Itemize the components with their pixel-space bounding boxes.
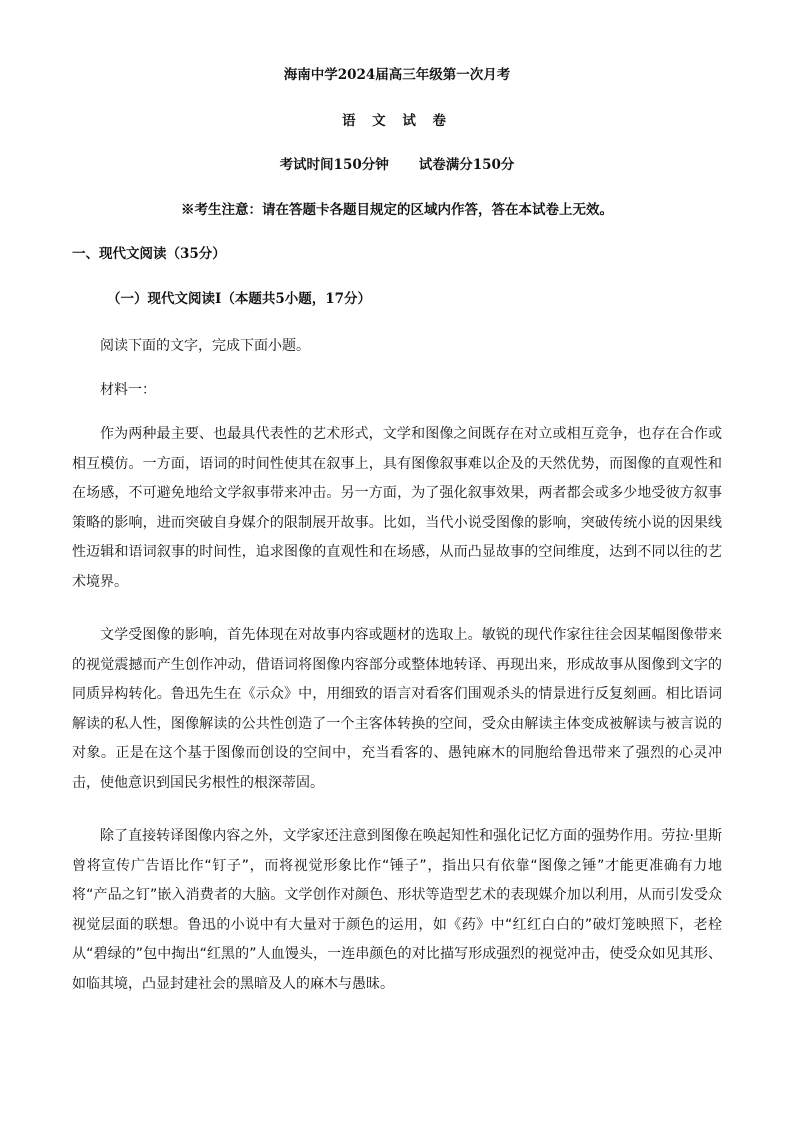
subject-title: 语 文 试 卷 [341,113,453,129]
exam-title: 海南中学2024届高三年级第一次月考 [283,67,511,83]
section-title: 一、现代文阅读（35分） [72,246,226,262]
full-score: 试卷满分150分 [418,157,515,173]
paragraph-1: 作为两种最主要、也最具代表性的艺术形式，文学和图像之间既存在对立或相互竞争，也存在合作或相互模仿。一方面，语词的时间性使其在叙事上，具有图像叙事难以企及的天然优势，而图像的直观性和在场感，不可避免地给文学叙事带来冲击。另一方面，为了强化叙事效果，两者都会或多少地受彼方叙事策略的影响，进而突破自身媒介的限制展开故事。比如，当代小说受图像的影响，突破传统小说的因果线性迈辑和语词叙事的时间性，追求图像的直观性和在场感，从而凸显故事的空间维度，达到不同以往的艺术境界。 [72,426,722,590]
subsection-title: （一）现代文阅读Ⅰ（本题共5小题，17分） [107,291,371,307]
material-label: 材料一： [100,382,156,398]
reading-instruction: 阅读下面的文字，完成下面小题。 [100,338,310,354]
time-limit: 考试时间150分钟 [279,157,389,173]
exam-info [0,156,794,174]
paragraph-2: 文学受图像的影响，首先体现在对故事内容或题材的选取上。敏锐的现代作家往往会因某幅图像带来的视觉震撼而产生创作冲动，借语词将图像内容部分或整体地转译、再现出来，形成故事从图像到文字的同质异构转化。鲁迅先生在《示众》中，用细致的语言对看客们围观杀头的情景进行反复刻画。相比语词解读的私人性，图像解读的公共性创造了一个主客体转换的空间，受众由解读主体变成被解读与被言说的对象。正是在这个基于图像而创设的空间中，充当看客的、愚钝麻木的同胞给鲁迅带来了强烈的心灵冲击，使他意识到国民劣根性的根深蒂固。 [72,627,722,791]
paragraph-3: 除了直接转译图像内容之外，文学家还注意到图像在唤起知性和强化记忆方面的强势作用。劳拉·里斯曾将宣传广告语比作“钉子”，而将视觉形象比作“锤子”，指出只有依靠“图像之锤”才能更准确有力地将“产品之钉”嵌入消费者的大脑。文学创作对颜色、形状等造型艺术的表现媒介加以利用，从而引发受众视觉层面的联想。鲁迅的小说中有大量对于颜色的运用，如《药》中“红红白白的”破灯笼映照下，老栓从“碧绿的”包中掏出“红黑的”人血馒头，一连串颜色的对比描写形成强烈的视觉冲击，使受众如见其形、如临其境，凸显封建社会的黑暗及人的麻木与愚昧。 [72,828,722,992]
exam-notice: ※考生注意：请在答题卡各题目规定的区域内作答，答在本试卷上无效。 [181,202,613,218]
